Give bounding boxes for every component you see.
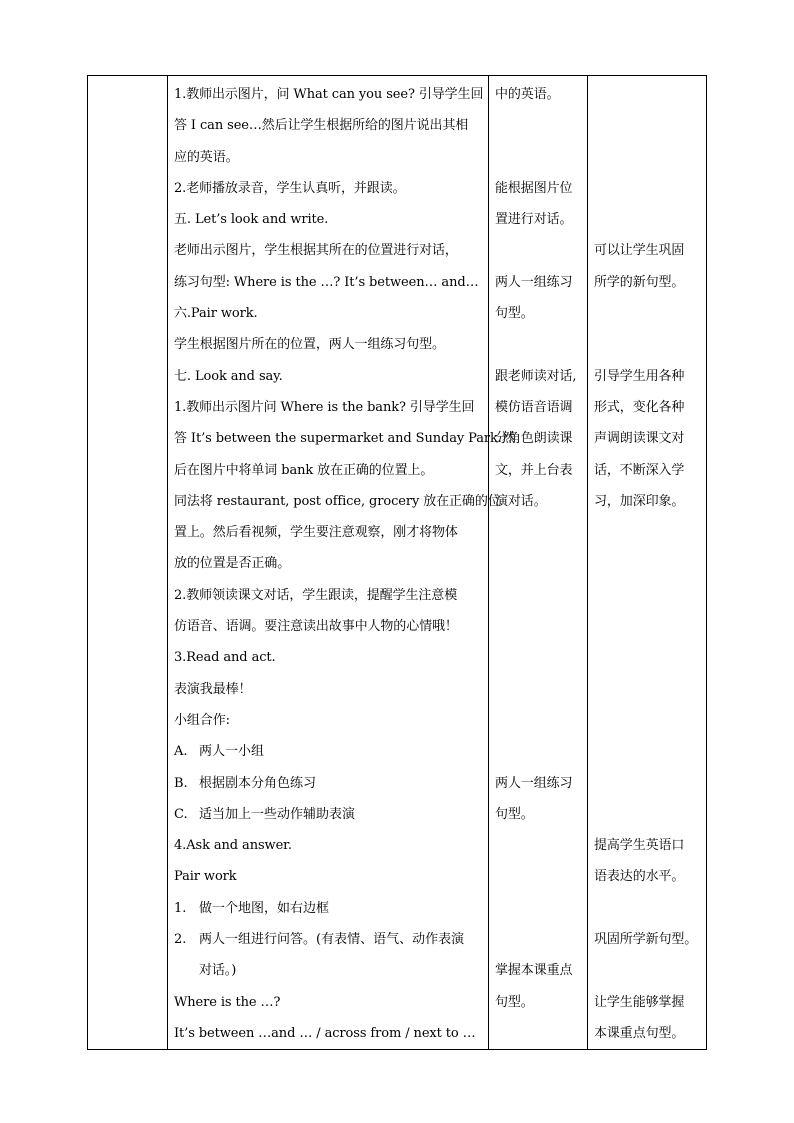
activity-line: 句型。 <box>495 994 534 1010</box>
section-heading: 4.Ask and answer. <box>174 838 292 854</box>
spacer <box>495 830 585 861</box>
spacer <box>594 329 704 360</box>
design-intent-cell <box>588 76 707 1050</box>
process-line: 2.教师领读课文对话，学生跟读，提醒学生注意模 <box>174 587 458 603</box>
section-heading: 六.Pair work. <box>174 306 258 322</box>
process-line: 置上。然后看视频，学生要注意观察，刚才将物体 <box>174 525 458 541</box>
spacer <box>495 235 585 266</box>
intent-line: 语表达的水平。 <box>594 869 685 885</box>
list-item-text: 两人一小组 <box>199 744 265 760</box>
stage-column-cell <box>88 76 168 1050</box>
spacer <box>495 705 585 736</box>
spacer <box>495 580 585 611</box>
section-heading: 五. Let’s look and write. <box>174 212 329 228</box>
step-continuation: 对话。) <box>199 963 237 979</box>
spacer <box>594 611 704 642</box>
spacer <box>495 142 585 173</box>
spacer <box>594 548 704 579</box>
intent-line: 形式，变化各种 <box>594 399 685 415</box>
activity-line: 句型。 <box>495 806 534 822</box>
spacer <box>495 861 585 892</box>
list-marker: A. <box>174 744 188 760</box>
activity-line: 演对话。 <box>495 493 547 509</box>
activity-line: 两人一组练习 <box>495 775 573 791</box>
process-line: 答 I can see…然后让学生根据所给的图片说出其相 <box>174 118 469 134</box>
spacer <box>495 110 585 141</box>
spacer <box>594 642 704 673</box>
process-line: 3.Read and act. <box>174 650 276 666</box>
spacer <box>495 642 585 673</box>
process-line: 答 It’s between the supermarket and Sunday Park.然 <box>174 431 515 447</box>
activity-line: 文，并上台表 <box>495 462 573 478</box>
activity-line: 两人一组练习 <box>495 274 573 290</box>
intent-line: 提高学生英语口 <box>594 838 685 854</box>
process-line: 应的英语。 <box>174 149 239 165</box>
process-line: 1.教师出示图片，问 What can you see? 引导学生回 <box>174 87 484 102</box>
spacer <box>495 548 585 579</box>
intent-line: 可以让学生巩固 <box>594 243 685 259</box>
spacer <box>495 674 585 705</box>
intent-line: 习，加深印象。 <box>594 493 685 509</box>
process-line: 同法将 restaurant, post office, grocery 放在正确的位 <box>174 493 501 509</box>
spacer <box>594 674 704 705</box>
activity-line: 掌握本课重点 <box>495 963 573 979</box>
spacer <box>594 955 704 986</box>
activity-line: 跟老师读对话, <box>495 368 577 384</box>
intent-line: 本课重点句型。 <box>594 1025 685 1041</box>
spacer <box>594 204 704 235</box>
spacer <box>594 580 704 611</box>
sentence-pattern: Where is the …? <box>174 994 281 1010</box>
intent-line: 所学的新句型。 <box>594 274 685 290</box>
spacer <box>594 799 704 830</box>
intent-line: 话，不断深入学 <box>594 462 685 478</box>
activity-line: 能根据图片位 <box>495 180 573 196</box>
spacer <box>594 110 704 141</box>
spacer <box>495 517 585 548</box>
spacer <box>594 893 704 924</box>
process-line: 1.教师出示图片问 Where is the bank? 引导学生回 <box>174 399 475 415</box>
spacer <box>594 142 704 173</box>
intent-line: 巩固所学新句型。 <box>594 932 698 948</box>
lesson-plan-table <box>87 75 707 1050</box>
step-item <box>174 893 486 924</box>
sentence-pattern: It’s between …and … / across from / next to … <box>174 1025 476 1041</box>
list-item-text: 适当加上一些动作辅助表演 <box>199 806 356 822</box>
list-item-text: 两人一组进行问答。(有表情、语气、动作表演 <box>199 932 465 948</box>
process-line: 表演我最棒！ <box>174 681 252 697</box>
spacer <box>594 768 704 799</box>
list-marker: 2. <box>174 932 187 948</box>
group-item <box>174 768 486 799</box>
process-line: 2.老师播放录音，学生认真听，并跟读。 <box>174 180 406 196</box>
step-item <box>174 924 486 955</box>
activity-line: 分角色朗读课 <box>495 431 573 447</box>
group-item <box>174 736 486 767</box>
process-line: 小组合作: <box>174 712 230 728</box>
list-marker: C. <box>174 806 188 822</box>
spacer <box>495 893 585 924</box>
activity-line: 置进行对话。 <box>495 212 573 228</box>
list-item-text: 做一个地图，如右边框 <box>199 900 330 916</box>
spacer <box>594 517 704 548</box>
process-line: 仿语音、语调。要注意读出故事中人物的心情哦！ <box>174 619 458 635</box>
process-line: 学生根据图片所在的位置，两人一组练习句型。 <box>174 337 445 353</box>
spacer <box>594 173 704 204</box>
student-activity-cell <box>489 76 588 1050</box>
spacer <box>495 611 585 642</box>
list-item-text: 根据剧本分角色练习 <box>199 775 317 791</box>
spacer <box>594 736 704 767</box>
teaching-process-cell <box>168 76 515 1050</box>
process-line: 老师出示图片，学生根据其所在的位置进行对话， <box>174 243 458 259</box>
spacer <box>495 329 585 360</box>
spacer <box>594 705 704 736</box>
process-line: 后在图片中将单词 bank 放在正确的位置上。 <box>174 462 434 478</box>
spacer <box>594 79 704 110</box>
list-marker: 1. <box>174 900 187 916</box>
spacer <box>594 298 704 329</box>
group-item <box>174 799 486 830</box>
intent-line: 让学生能够掌握 <box>594 994 685 1010</box>
activity-line: 模仿语音语调 <box>495 399 573 415</box>
activity-line: 中的英语。 <box>495 87 560 102</box>
process-line: Pair work <box>174 869 237 885</box>
intent-line: 引导学生用各种 <box>594 368 685 384</box>
intent-line: 声调朗读课文对 <box>594 431 685 447</box>
table-row <box>88 76 707 1050</box>
list-marker: B. <box>174 775 188 791</box>
spacer <box>495 924 585 955</box>
process-line: 练习句型: Where is the …? It’s between… and… <box>174 274 479 290</box>
spacer <box>495 736 585 767</box>
section-heading: 七. Look and say. <box>174 368 283 384</box>
process-line: 放的位置是否正确。 <box>174 556 291 572</box>
activity-line: 句型。 <box>495 306 534 322</box>
